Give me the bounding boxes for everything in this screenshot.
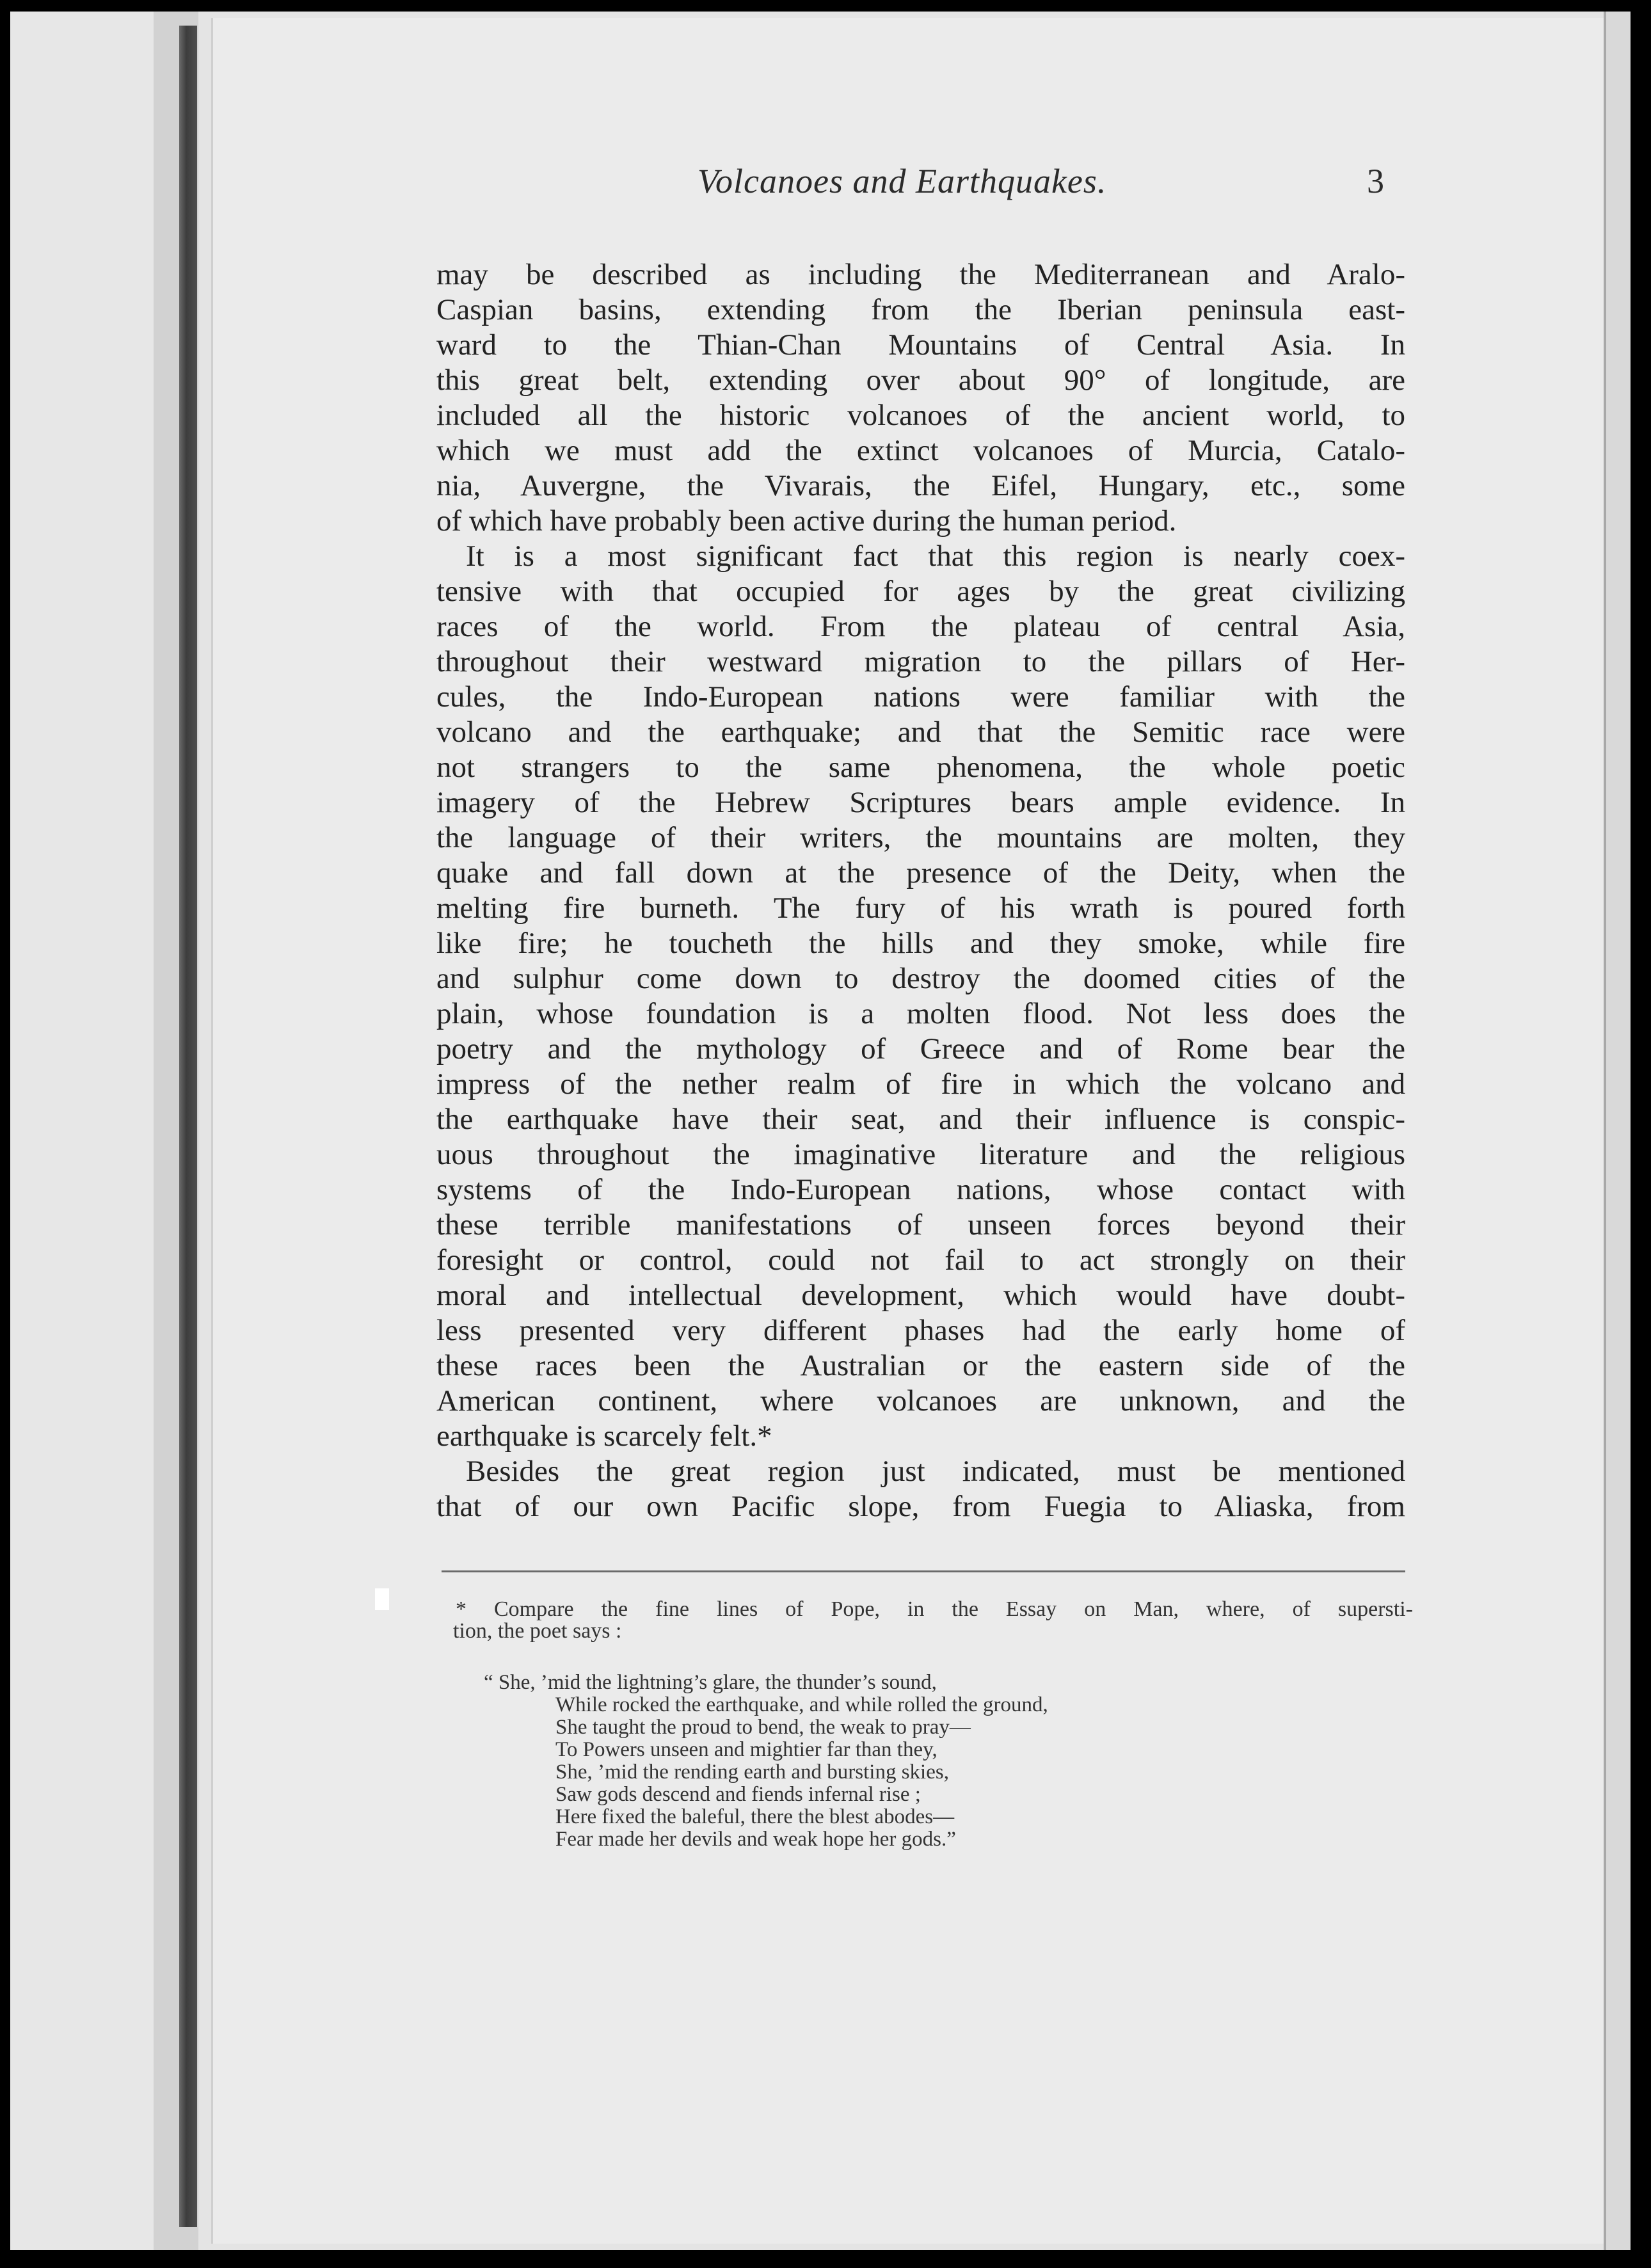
text-line: these races been the Australian or the eastern side of the [436,1349,1405,1382]
text-line: this great belt, extending over about 90° of longitude, are [436,363,1405,397]
text-line: systems of the Indo-European nations, whose contact with [436,1173,1405,1206]
body-text [436,257,1405,1524]
text-line: like fire; he toucheth the hills and they smoke, while fire [436,927,1405,960]
text-line: throughout their westward migration to the pillars of Her- [436,645,1405,678]
text-line: American continent, where volcanoes are unknown, and the [436,1384,1405,1418]
verse-line: Here fixed the baleful, there the blest abodes— [555,1805,955,1828]
text-line: Caspian basins, extending from the Iberian peninsula east- [436,293,1405,326]
paragraph-first-line: Besides the great region just indicated, must be mentioned [466,1455,1405,1488]
text-line: may be described as including the Mediterranean and Aralo- [436,258,1405,291]
text-line: nia, Auvergne, the Vivarais, the Eifel, Hungary, etc., some [436,469,1405,502]
footnote-rule [442,1570,1405,1572]
text-line: quake and fall down at the presence of the Deity, when the [436,856,1405,890]
text-line: uous throughout the imaginative literature and the religious [436,1138,1405,1171]
verse-line: While rocked the earthquake, and while rolled the ground, [555,1693,1048,1716]
text-line: less presented very different phases had the early home of [436,1314,1405,1347]
text-line: imagery of the Hebrew Scriptures bears ample evidence. In [436,786,1405,819]
footnote-verse [484,1671,1326,1851]
text-line: plain, whose foundation is a molten flood. Not less does the [436,997,1405,1030]
text-line: included all the historic volcanoes of the ancient world, to [436,399,1405,432]
page-right-edge [1604,12,1633,2250]
verse-line: Fear made her devils and weak hope her gods.” [555,1828,956,1851]
text-line: these terrible manifestations of unseen forces beyond their [436,1208,1405,1242]
text-line: which we must add the extinct volcanoes of Murcia, Catalo- [436,434,1405,467]
text-line: of which have probably been active during the human period. [436,504,1177,538]
text-line: that of our own Pacific slope, from Fuegia to Aliaska, from [436,1490,1405,1523]
scan-speck [375,1588,389,1610]
verse-line: She taught the proud to bend, the weak to pray— [555,1716,971,1739]
verse-line: “ She, ’mid the lightning’s glare, the thunder’s sound, [484,1671,937,1694]
verse-line: She, ’mid the rending earth and bursting skies, [555,1761,949,1784]
previous-page-edge [10,12,154,2250]
footnote-line: tion, the poet says : [453,1620,622,1642]
text-line: moral and intellectual development, which would have doubt- [436,1279,1405,1312]
text-line: volcano and the earthquake; and that the Semitic race were [436,715,1405,749]
page-number: 3 [1367,162,1384,200]
footnote-line: * Compare the fine lines of Pope, in the Essay on Man, where, of supersti- [456,1599,1413,1620]
text-line: tensive with that occupied for ages by the great civilizing [436,575,1405,608]
running-head: Volcanoes and Earthquakes. [698,162,1107,200]
text-line: races of the world. From the plateau of central Asia, [436,610,1405,643]
text-line: cules, the Indo-European nations were familiar with the [436,680,1405,714]
text-line: poetry and the mythology of Greece and of Rome bear the [436,1032,1405,1066]
text-line: melting fire burneth. The fury of his wrath is poured forth [436,891,1405,925]
text-line: foresight or control, could not fail to act strongly on their [436,1243,1405,1277]
footnote [453,1599,1413,1642]
verse-line: To Powers unseen and mightier far than they, [555,1738,937,1761]
text-line: impress of the nether realm of fire in which the volcano and [436,1067,1405,1101]
binding-shadow [179,26,197,2227]
scan-border-bottom [0,2250,1651,2268]
text-line: and sulphur come down to destroy the doomed cities of the [436,962,1405,995]
text-line: the earthquake have their seat, and their influence is conspic- [436,1103,1405,1136]
scan-border-left [0,0,10,2268]
verse-line: Saw gods descend and fiends infernal rise ; [555,1783,921,1806]
paragraph-first-line: It is a most significant fact that this region is nearly coex- [466,539,1405,573]
text-line: earthquake is scarcely felt.* [436,1419,772,1453]
text-line: the language of their writers, the mountains are molten, they [436,821,1405,854]
text-line: not strangers to the same phenomena, the whole poetic [436,751,1405,784]
scan-border-right [1631,0,1651,2268]
scan-border-top [0,0,1651,12]
text-line: ward to the Thian-Chan Mountains of Central Asia. In [436,328,1405,362]
